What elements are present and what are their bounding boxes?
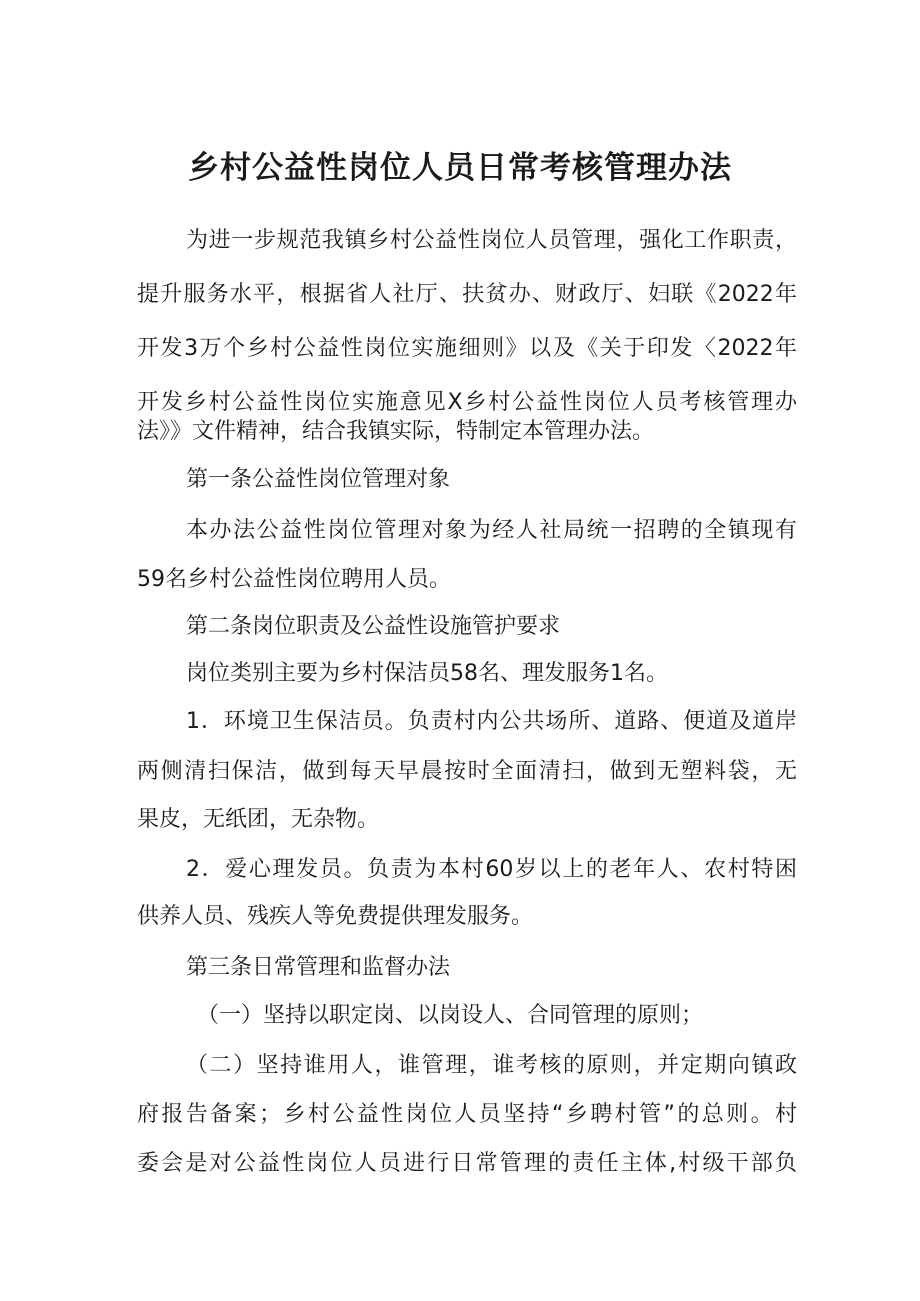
- paragraph-line: 岗位类别主要为乡村保洁员58名、理发服务1名。: [186, 661, 668, 686]
- section-heading: 第二条岗位职责及公益性设施管护要求: [186, 614, 561, 639]
- list-item: （一）坚持以职定岗、以岗设人、合同管理的原则；: [197, 1003, 704, 1028]
- document-title: 乡村公益性岗位人员日常考核管理办法: [188, 150, 732, 186]
- paragraph-line: 59名乡村公益性岗位聘用人员。: [137, 567, 451, 592]
- paragraph-line: 开发乡村公益性岗位实施意见X乡村公益性岗位人员考核管理办: [137, 390, 797, 415]
- paragraph-line: 两侧清扫保洁，做到每天早晨按时全面清扫，做到无塑料袋，无: [137, 759, 797, 784]
- paragraph-line: 供养人员、残疾人等免费提供理发服务。: [137, 904, 534, 929]
- paragraph-line: 果皮，无纸团，无杂物。: [137, 807, 380, 832]
- paragraph-line: 法》》文件精神，结合我镇实际，特制定本管理办法。: [137, 419, 655, 444]
- paragraph-line: 开发3万个乡村公益性岗位实施细则》以及《关于印发〈2022年: [137, 336, 797, 361]
- section-heading: 第三条日常管理和监督办法: [186, 955, 451, 980]
- paragraph-line: 1．环境卫生保洁员。负责村内公共场所、道路、便道及道岸: [186, 709, 797, 734]
- paragraph-line: 提升服务水平，根据省人社厅、扶贫办、财政厅、妇联《2022年: [137, 282, 797, 307]
- paragraph-line: 府报告备案；乡村公益性岗位人员坚持“乡聘村管”的总则。村: [137, 1102, 797, 1127]
- paragraph-line: 为进一步规范我镇乡村公益性岗位人员管理，强化工作职责，: [186, 228, 797, 253]
- paragraph-line: 本办法公益性岗位管理对象为经人社局统一招聘的全镇现有: [186, 518, 797, 543]
- list-item: （二）坚持谁用人，谁管理，谁考核的原则，并定期向镇政: [186, 1053, 797, 1078]
- paragraph-line: 委会是对公益性岗位人员进行日常管理的责任主体,村级干部负: [137, 1151, 797, 1176]
- section-heading: 第一条公益性岗位管理对象: [186, 467, 451, 492]
- paragraph-line: 2．爱心理发员。负责为本村60岁以上的老年人、农村特困: [186, 857, 797, 882]
